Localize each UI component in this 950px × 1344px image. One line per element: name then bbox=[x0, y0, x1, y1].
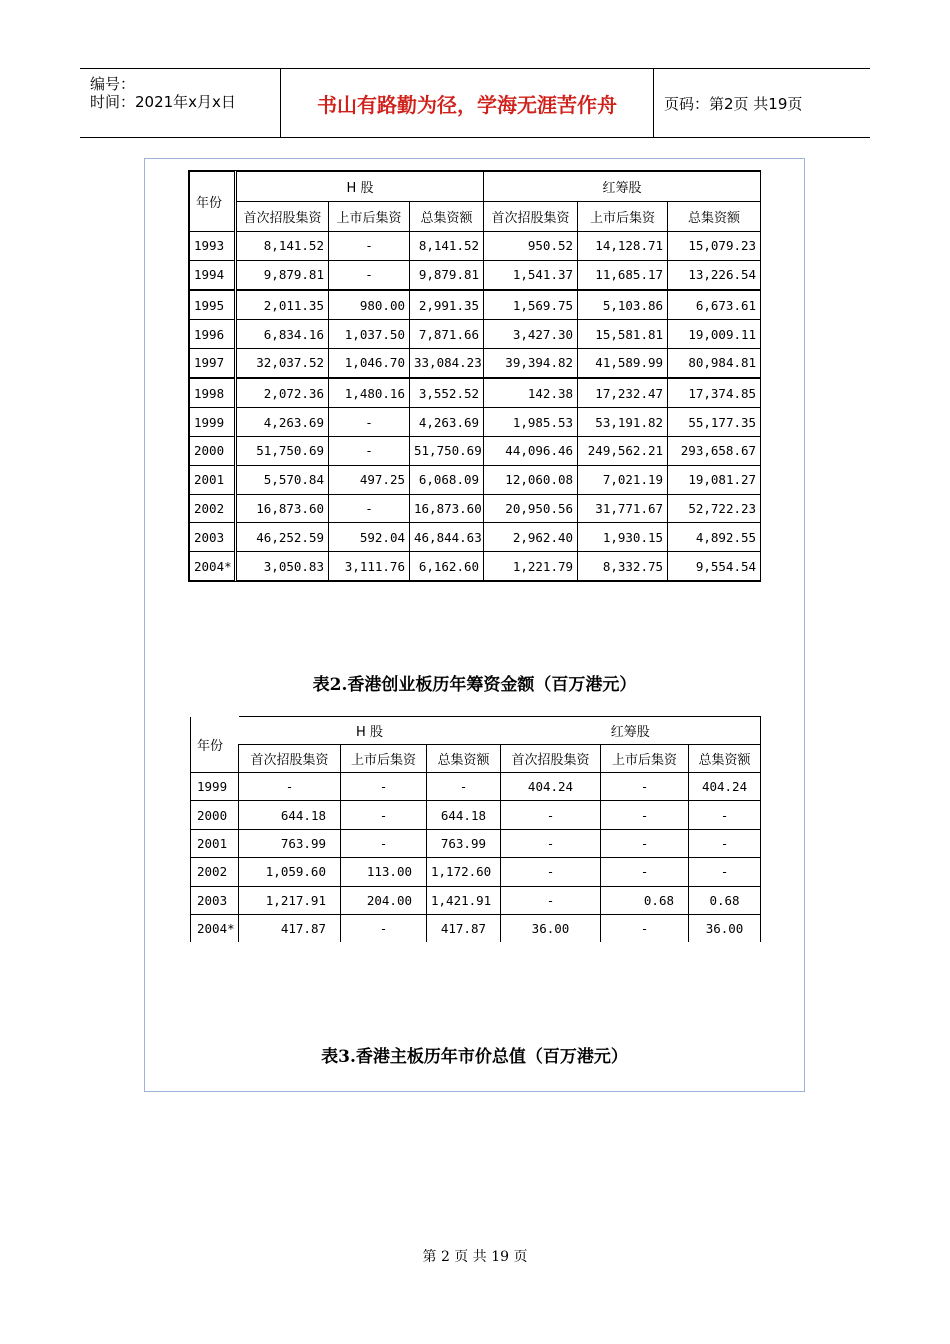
caption-table-3: 表3.香港主板历年市价总值（百万港元） bbox=[321, 1047, 628, 1067]
year-cell: 2000 bbox=[191, 801, 239, 829]
value-cell: 19,081.27 bbox=[668, 465, 761, 494]
value-cell: 17,374.85 bbox=[668, 378, 761, 408]
value-cell: 16,873.60 bbox=[236, 494, 329, 523]
value-cell: 417.87 bbox=[427, 914, 501, 942]
value-cell: 11,685.17 bbox=[578, 260, 668, 290]
value-cell: - bbox=[689, 858, 761, 886]
value-cell: 1,421.91 bbox=[427, 886, 501, 914]
value-cell: 8,141.52 bbox=[410, 232, 484, 261]
column-header: 上市后集资 bbox=[341, 745, 427, 773]
year-cell: 1995 bbox=[190, 290, 236, 320]
value-cell: 6,834.16 bbox=[236, 320, 329, 349]
header-left-cell bbox=[80, 69, 281, 137]
value-cell: 9,879.81 bbox=[410, 260, 484, 290]
column-header: 总集资额 bbox=[668, 202, 761, 232]
value-cell: 15,079.23 bbox=[668, 232, 761, 261]
value-cell: 1,221.79 bbox=[484, 552, 578, 581]
value-cell: 1,541.37 bbox=[484, 260, 578, 290]
table-row bbox=[190, 320, 761, 349]
table-row bbox=[190, 494, 761, 523]
year-header: 年份 bbox=[191, 717, 239, 773]
value-cell: 3,552.52 bbox=[410, 378, 484, 408]
year-cell: 1999 bbox=[191, 773, 239, 801]
motto-text: 书山有路勤为径，学海无涯苦作舟 bbox=[317, 92, 617, 117]
value-cell: 15,581.81 bbox=[578, 320, 668, 349]
value-cell: 5,103.86 bbox=[578, 290, 668, 320]
value-cell: 1,569.75 bbox=[484, 290, 578, 320]
group-h-share: H 股 bbox=[236, 172, 484, 202]
value-cell: 2,072.36 bbox=[236, 378, 329, 408]
value-cell: 13,226.54 bbox=[668, 260, 761, 290]
value-cell: 6,068.09 bbox=[410, 465, 484, 494]
h-share-redchip-fundraising-table bbox=[188, 170, 761, 582]
table-row bbox=[190, 260, 761, 290]
table-row bbox=[191, 886, 761, 914]
value-cell: 763.99 bbox=[239, 829, 341, 857]
value-cell: 404.24 bbox=[689, 773, 761, 801]
value-cell: 3,427.30 bbox=[484, 320, 578, 349]
value-cell: 644.18 bbox=[239, 801, 341, 829]
value-cell: 51,750.69 bbox=[410, 437, 484, 466]
value-cell: 592.04 bbox=[329, 523, 410, 552]
value-cell: 53,191.82 bbox=[578, 408, 668, 437]
gem-fundraising-table bbox=[190, 716, 760, 942]
column-header: 上市后集资 bbox=[578, 202, 668, 232]
year-cell: 1993 bbox=[190, 232, 236, 261]
value-cell: - bbox=[601, 914, 689, 942]
column-header: 总集资额 bbox=[689, 745, 761, 773]
value-cell: 46,252.59 bbox=[236, 523, 329, 552]
year-cell: 2003 bbox=[190, 523, 236, 552]
value-cell: - bbox=[329, 260, 410, 290]
value-cell: 6,162.60 bbox=[410, 552, 484, 581]
table-row bbox=[190, 523, 761, 552]
table-row bbox=[190, 348, 761, 378]
page-info: 页码：第2页 共19页 bbox=[664, 94, 803, 113]
value-cell: - bbox=[601, 801, 689, 829]
value-cell: 249,562.21 bbox=[578, 437, 668, 466]
year-cell: 2001 bbox=[191, 829, 239, 857]
header-motto-cell bbox=[281, 69, 654, 137]
column-header: 上市后集资 bbox=[329, 202, 410, 232]
value-cell: 1,037.50 bbox=[329, 320, 410, 349]
group-h-share: H 股 bbox=[239, 717, 501, 745]
value-cell: 1,985.53 bbox=[484, 408, 578, 437]
value-cell: 4,263.69 bbox=[410, 408, 484, 437]
table-row bbox=[190, 232, 761, 261]
year-cell: 1998 bbox=[190, 378, 236, 408]
value-cell: 19,009.11 bbox=[668, 320, 761, 349]
column-header: 总集资额 bbox=[427, 745, 501, 773]
value-cell: 142.38 bbox=[484, 378, 578, 408]
value-cell: 2,011.35 bbox=[236, 290, 329, 320]
value-cell: - bbox=[501, 801, 601, 829]
year-cell: 2004* bbox=[190, 552, 236, 581]
value-cell: 497.25 bbox=[329, 465, 410, 494]
value-cell: 2,991.35 bbox=[410, 290, 484, 320]
value-cell: 2,962.40 bbox=[484, 523, 578, 552]
year-cell: 2001 bbox=[190, 465, 236, 494]
column-header: 首次招股集资 bbox=[236, 202, 329, 232]
value-cell: 39,394.82 bbox=[484, 348, 578, 378]
value-cell: 0.68 bbox=[689, 886, 761, 914]
caption-table-2: 表2.香港创业板历年筹资金额（百万港元） bbox=[312, 675, 637, 695]
value-cell: 417.87 bbox=[239, 914, 341, 942]
table-row bbox=[191, 773, 761, 801]
value-cell: - bbox=[427, 773, 501, 801]
group-red-chip: 红筹股 bbox=[501, 717, 761, 745]
table-row bbox=[191, 858, 761, 886]
value-cell: 5,570.84 bbox=[236, 465, 329, 494]
table-row bbox=[191, 801, 761, 829]
value-cell: 9,554.54 bbox=[668, 552, 761, 581]
value-cell: - bbox=[601, 773, 689, 801]
year-header: 年份 bbox=[190, 172, 236, 232]
value-cell: 8,332.75 bbox=[578, 552, 668, 581]
header-page-cell bbox=[654, 69, 870, 137]
value-cell: - bbox=[329, 494, 410, 523]
value-cell: 55,177.35 bbox=[668, 408, 761, 437]
value-cell: 204.00 bbox=[341, 886, 427, 914]
value-cell: 1,217.91 bbox=[239, 886, 341, 914]
column-header: 首次招股集资 bbox=[239, 745, 341, 773]
value-cell: - bbox=[501, 858, 601, 886]
value-cell: 7,871.66 bbox=[410, 320, 484, 349]
table-row bbox=[190, 290, 761, 320]
year-cell: 2002 bbox=[191, 858, 239, 886]
time-label: 时间：2021年x月x日 bbox=[90, 93, 236, 111]
year-cell: 2003 bbox=[191, 886, 239, 914]
value-cell: 1,046.70 bbox=[329, 348, 410, 378]
value-cell: 52,722.23 bbox=[668, 494, 761, 523]
value-cell: 36.00 bbox=[689, 914, 761, 942]
group-red-chip: 红筹股 bbox=[484, 172, 761, 202]
value-cell: - bbox=[689, 801, 761, 829]
year-cell: 1994 bbox=[190, 260, 236, 290]
value-cell: 644.18 bbox=[427, 801, 501, 829]
value-cell: - bbox=[341, 914, 427, 942]
value-cell: 41,589.99 bbox=[578, 348, 668, 378]
value-cell: 950.52 bbox=[484, 232, 578, 261]
serial-label: 编号： bbox=[90, 75, 136, 93]
value-cell: 3,050.83 bbox=[236, 552, 329, 581]
value-cell: - bbox=[239, 773, 341, 801]
column-header: 总集资额 bbox=[410, 202, 484, 232]
value-cell: 1,480.16 bbox=[329, 378, 410, 408]
value-cell: 36.00 bbox=[501, 914, 601, 942]
value-cell: 1,172.60 bbox=[427, 858, 501, 886]
value-cell: 8,141.52 bbox=[236, 232, 329, 261]
year-cell: 1999 bbox=[190, 408, 236, 437]
year-cell: 2004* bbox=[191, 914, 239, 942]
column-header: 上市后集资 bbox=[601, 745, 689, 773]
value-cell: - bbox=[329, 232, 410, 261]
value-cell: 20,950.56 bbox=[484, 494, 578, 523]
value-cell: - bbox=[501, 829, 601, 857]
value-cell: 32,037.52 bbox=[236, 348, 329, 378]
table-row bbox=[190, 378, 761, 408]
value-cell: 4,892.55 bbox=[668, 523, 761, 552]
value-cell: 44,096.46 bbox=[484, 437, 578, 466]
value-cell: 46,844.63 bbox=[410, 523, 484, 552]
value-cell: 113.00 bbox=[341, 858, 427, 886]
value-cell: 31,771.67 bbox=[578, 494, 668, 523]
value-cell: - bbox=[601, 829, 689, 857]
value-cell: 51,750.69 bbox=[236, 437, 329, 466]
value-cell: - bbox=[341, 829, 427, 857]
value-cell: - bbox=[501, 886, 601, 914]
value-cell: 3,111.76 bbox=[329, 552, 410, 581]
value-cell: - bbox=[689, 829, 761, 857]
table-row bbox=[190, 552, 761, 581]
value-cell: 80,984.81 bbox=[668, 348, 761, 378]
value-cell: - bbox=[329, 437, 410, 466]
year-cell: 1997 bbox=[190, 348, 236, 378]
year-cell: 2000 bbox=[190, 437, 236, 466]
value-cell: 17,232.47 bbox=[578, 378, 668, 408]
value-cell: 4,263.69 bbox=[236, 408, 329, 437]
value-cell: 980.00 bbox=[329, 290, 410, 320]
value-cell: 16,873.60 bbox=[410, 494, 484, 523]
value-cell: 9,879.81 bbox=[236, 260, 329, 290]
value-cell: - bbox=[601, 858, 689, 886]
value-cell: 293,658.67 bbox=[668, 437, 761, 466]
value-cell: 0.68 bbox=[601, 886, 689, 914]
value-cell: 7,021.19 bbox=[578, 465, 668, 494]
value-cell: - bbox=[341, 773, 427, 801]
value-cell: - bbox=[329, 408, 410, 437]
table-row bbox=[190, 408, 761, 437]
column-header: 首次招股集资 bbox=[484, 202, 578, 232]
value-cell: 1,930.15 bbox=[578, 523, 668, 552]
value-cell: 6,673.61 bbox=[668, 290, 761, 320]
table-row bbox=[190, 465, 761, 494]
value-cell: 14,128.71 bbox=[578, 232, 668, 261]
table-row bbox=[191, 914, 761, 942]
column-header: 首次招股集资 bbox=[501, 745, 601, 773]
value-cell: - bbox=[341, 801, 427, 829]
table-row bbox=[191, 829, 761, 857]
value-cell: 1,059.60 bbox=[239, 858, 341, 886]
page-footer: 第 2 页 共 19 页 bbox=[422, 1249, 528, 1265]
value-cell: 763.99 bbox=[427, 829, 501, 857]
value-cell: 33,084.23 bbox=[410, 348, 484, 378]
year-cell: 1996 bbox=[190, 320, 236, 349]
page-header bbox=[80, 68, 870, 138]
value-cell: 404.24 bbox=[501, 773, 601, 801]
year-cell: 2002 bbox=[190, 494, 236, 523]
value-cell: 12,060.08 bbox=[484, 465, 578, 494]
table-row bbox=[190, 437, 761, 466]
